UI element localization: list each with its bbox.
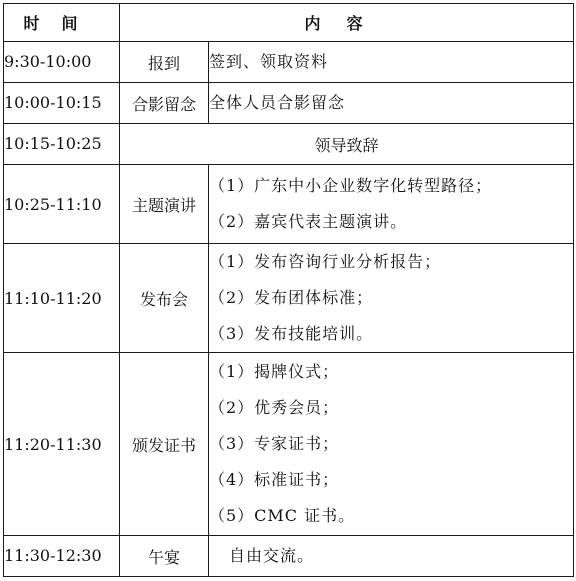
row-item: 报到 <box>120 42 209 83</box>
row-time: 10:00-10:15 <box>4 83 120 124</box>
row-detail-line: （1）广东中小企业数字化转型路径； <box>209 176 493 195</box>
row-detail-line: （5）CMC 证书。 <box>209 506 356 525</box>
header-row <box>4 4 574 42</box>
row-detail-line: （2）发布团体标准； <box>209 288 374 307</box>
row-time: 9:30-10:00 <box>4 42 120 83</box>
table-row <box>4 536 574 577</box>
row-detail-line: （1）发布咨询行业分析报告； <box>209 252 442 271</box>
table-row <box>4 353 574 536</box>
row-item: 合影留念 <box>120 83 209 124</box>
header-time: 时间 <box>4 4 120 42</box>
row-item: 主题演讲 <box>120 165 209 244</box>
row-detail-line: （1）揭牌仪式； <box>209 362 340 381</box>
table-row <box>4 83 574 124</box>
row-time: 11:10-11:20 <box>4 244 120 353</box>
row-detail-line: 全体人员合影留念 <box>209 93 346 112</box>
row-time: 11:20-11:30 <box>4 353 120 536</box>
table-row <box>4 165 574 244</box>
row-time: 10:25-11:10 <box>4 165 120 244</box>
row-time: 10:15-10:25 <box>4 124 120 165</box>
row-item: 午宴 <box>120 536 209 577</box>
table-row <box>4 124 574 165</box>
row-detail-line: （3）发布技能培训。 <box>209 324 374 343</box>
agenda-table <box>3 3 574 577</box>
row-content-merged: 领导致辞 <box>120 124 574 165</box>
row-detail-line: （2）嘉宾代表主题演讲。 <box>209 212 408 231</box>
row-time: 11:30-12:30 <box>4 536 120 577</box>
row-detail-line: （4）标准证书； <box>209 470 340 489</box>
row-detail-line: 签到、领取资料 <box>209 52 329 71</box>
table-row <box>4 42 574 83</box>
row-item: 颁发证书 <box>120 353 209 536</box>
row-detail-line: 自由交流。 <box>229 546 315 565</box>
table-row <box>4 244 574 353</box>
header-content: 内容 <box>120 4 574 42</box>
row-detail-line: （2）优秀会员； <box>209 398 340 417</box>
row-detail-line: （3）专家证书； <box>209 434 340 453</box>
row-item: 发布会 <box>120 244 209 353</box>
